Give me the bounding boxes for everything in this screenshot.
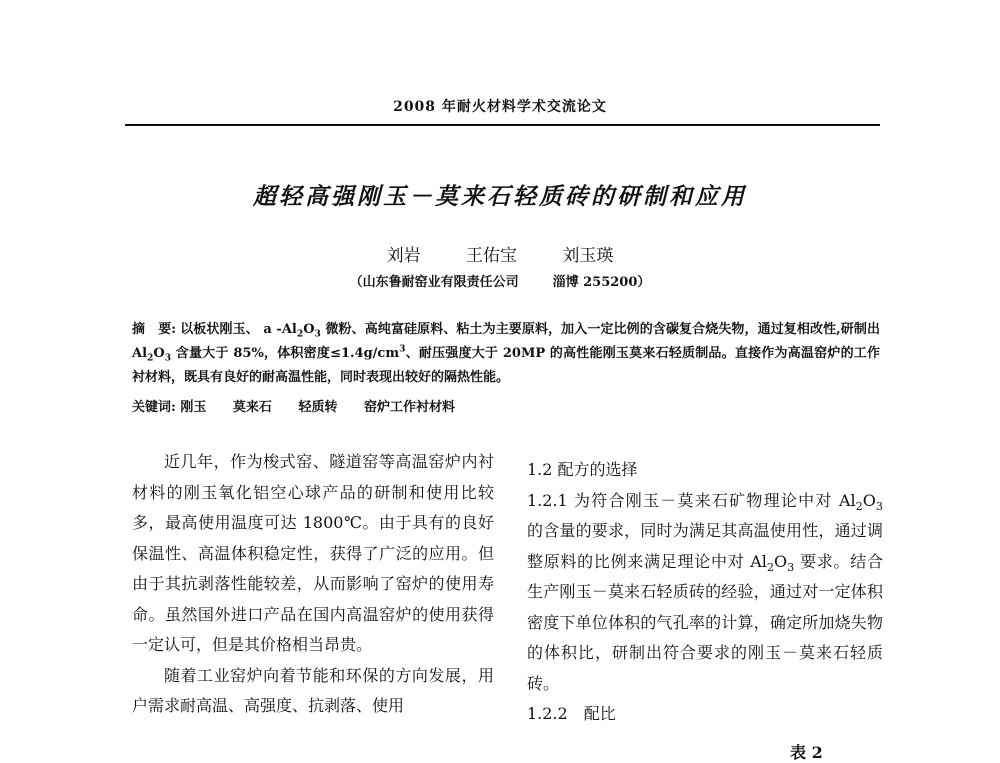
keyword: 轻质转 <box>298 400 338 415</box>
abstract-text: O <box>303 322 315 337</box>
affiliation-city: 淄博 255200） <box>552 275 651 290</box>
paragraph-text: O <box>774 551 788 571</box>
subscript: 2 <box>855 499 863 513</box>
keywords-label: 关键词: <box>132 400 176 415</box>
abstract-text: 以板状刚玉、 a -Al <box>180 322 297 337</box>
author-name: 刘岩 <box>386 246 421 266</box>
subsection-number: 1.2.1 <box>527 490 568 510</box>
subscript: 2 <box>766 560 775 574</box>
body-left-column <box>132 447 494 722</box>
paragraph <box>527 486 883 700</box>
affiliation <box>0 271 1000 290</box>
paragraph-text: 的含量的要求，同时为满足其高温使用性，通过调整原料的比例来满足理论中对 Al <box>527 521 883 571</box>
abstract-text: 含量大于 85%，体积密度≤1.4g/cm <box>171 346 400 361</box>
keyword: 刚玉 <box>180 400 207 415</box>
paragraph-text: O <box>862 490 876 510</box>
paragraph: 近几年，作为梭式窑、隧道窑等高温窑炉内衬材料的刚玉氧化铝空心球产品的研制和使用比较多，最高使用温度可达 1800℃。由于具有的良好保温性、高温体积稳定性，获得了广泛的应用。但由于其抗剥落性能较差，从而影响了窑炉的使用寿命。虽然国外进口产品在国内高温窑炉的使用获得一定认可，但是其价格相当昂贵。 <box>132 452 494 654</box>
subscript: 3 <box>787 560 795 574</box>
abstract <box>132 318 880 390</box>
table-caption: 表 2 <box>790 743 823 762</box>
author-name: 刘玉瑛 <box>562 246 614 266</box>
keyword: 莫来石 <box>232 400 272 415</box>
abstract-text: 微粉、高纯富硅原料、粘土为主要原料，加入一定比例的含碳复合烧失物，通过复相改性,研制出 Al <box>132 322 880 361</box>
subscript: 3 <box>875 499 883 513</box>
section-heading: 1.2.2 配比 <box>527 704 616 723</box>
subscript: 3 <box>164 352 172 364</box>
subscript: 2 <box>296 328 304 340</box>
paragraph-text: 为符合刚玉－莫来石矿物理论中对 Al <box>567 490 856 510</box>
abstract-label: 摘 要: <box>132 322 177 337</box>
section-heading: 1.2 配方的选择 <box>527 460 638 479</box>
author-name: 王佑宝 <box>466 246 517 266</box>
subscript: 2 <box>147 352 154 364</box>
affiliation-org: （山东鲁耐窑业有限责任公司 <box>349 275 519 290</box>
keyword: 窑炉工作衬材料 <box>363 400 455 415</box>
subscript: 3 <box>314 328 321 340</box>
superscript: 3 <box>399 343 406 355</box>
paper-title: 超轻高强刚玉－莫来石轻质砖的研制和应用 <box>253 183 747 210</box>
abstract-text: 、耐压强度大于 20MP 的高性能刚玉莫来石轻质制品。直接作为高温窑炉的工作衬材料，既具有良好的耐高温性能，同时表现出较好的隔热性能。 <box>132 346 880 385</box>
paragraph: 随着工业窑炉向着节能和环保的方向发展，用户需求耐高温、高强度、抗剥落、使用 <box>132 665 494 715</box>
author-list <box>0 241 1000 266</box>
abstract-text: O <box>153 346 165 361</box>
body-right-column <box>527 455 883 730</box>
header-rule <box>125 124 880 126</box>
keywords <box>132 396 880 415</box>
running-title: 2008 年耐火材料学术交流论文 <box>393 99 607 115</box>
paragraph-text: 要求。结合生产刚玉－莫来石轻质砖的经验，通过对一定体积密度下单位体积的气孔率的计算，确定所加烧失物的体积比，研制出符合要求的刚玉－莫来石轻质砖。 <box>527 551 883 693</box>
